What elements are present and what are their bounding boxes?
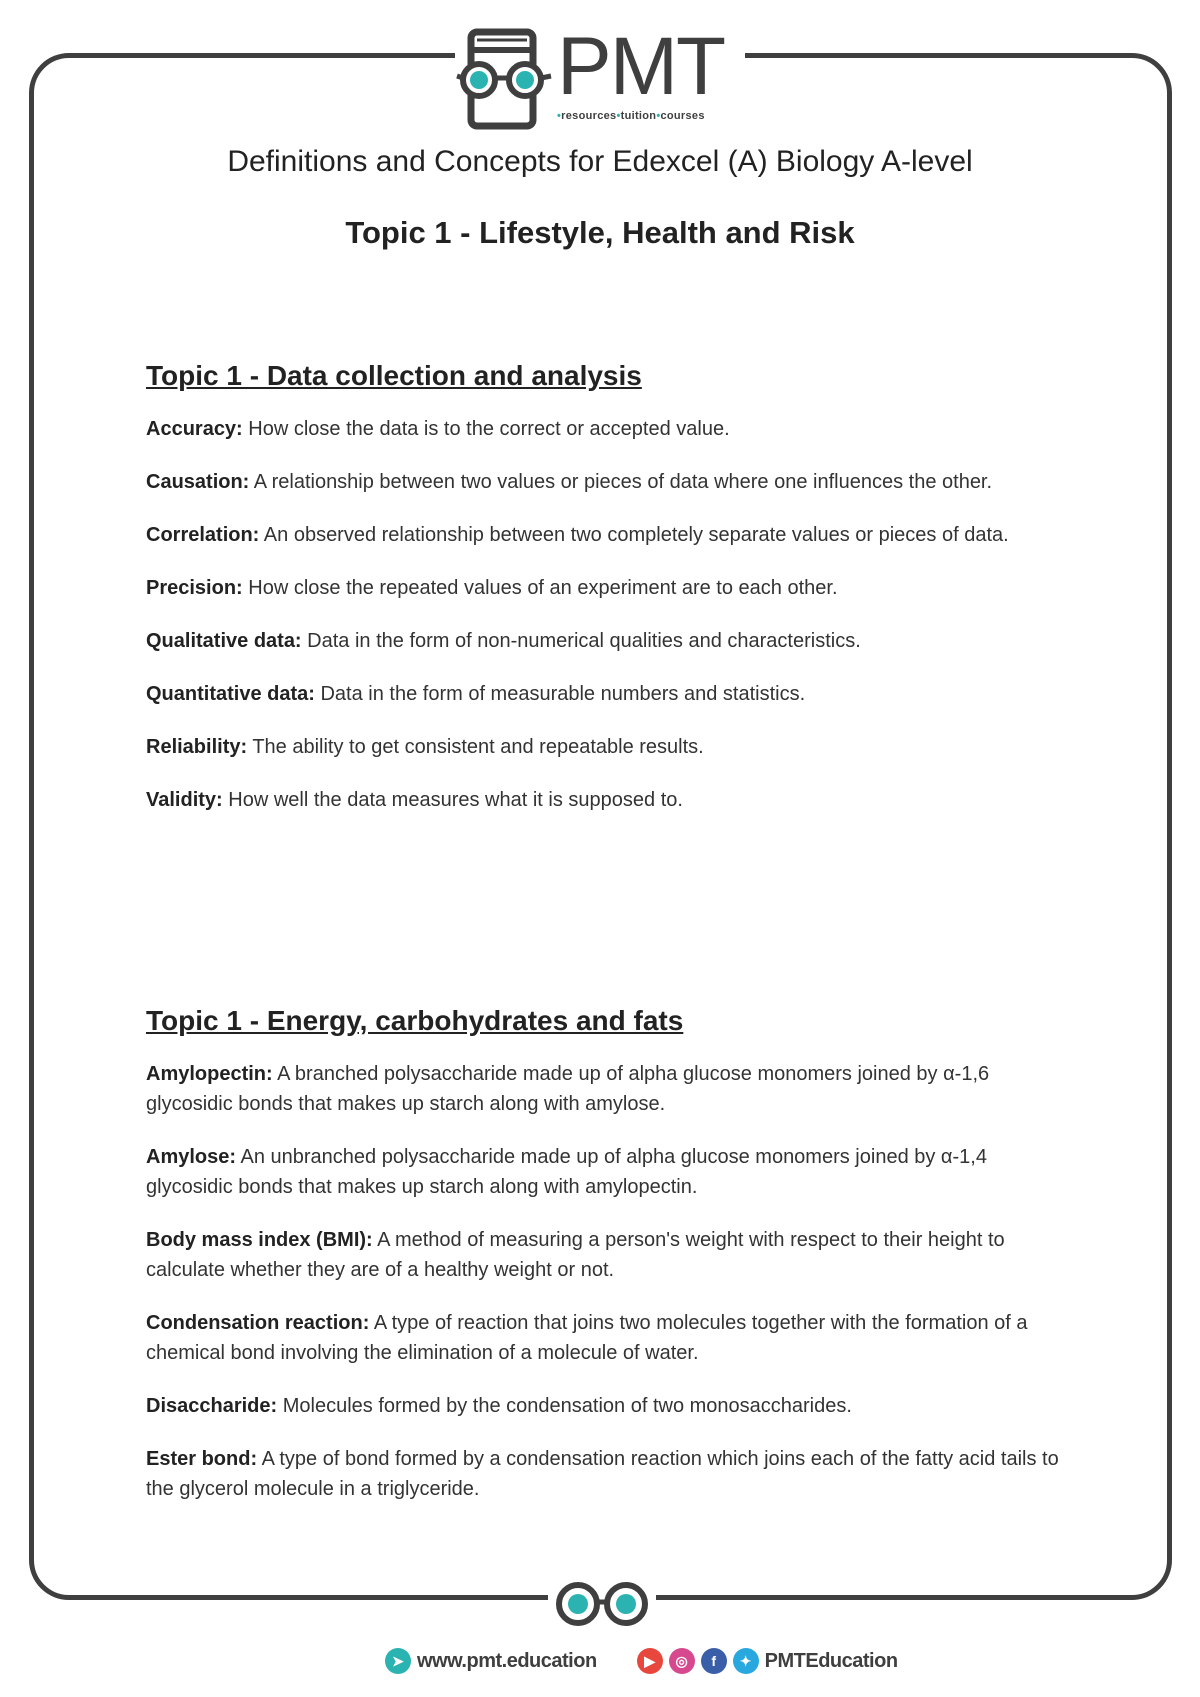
pmt-wordmark: PMT [557, 21, 725, 112]
section-energy-carbohydrates [146, 1005, 1076, 1527]
section-heading: Topic 1 - Data collection and analysis [146, 360, 642, 391]
footer [385, 1645, 898, 1677]
section-heading: Topic 1 - Energy, carbohydrates and fats [146, 1005, 684, 1036]
document-title: Definitions and Concepts for Edexcel (A) Biology A-level [227, 145, 973, 178]
term-accuracy: Accuracy: How close the data is to the correct or accepted value. [146, 418, 730, 440]
pmt-book-glasses-logo-icon [455, 24, 555, 134]
term-condensation-reaction: Condensation reaction: A type of reaction that joins two molecules together with the formation of a chemical bond involving the elimination of a molecule of water. [146, 1312, 1028, 1364]
twitter-icon[interactable]: ✦ [733, 1648, 759, 1674]
term-causation: Causation: A relationship between two values or pieces of data where one influences the other. [146, 471, 993, 493]
facebook-icon[interactable]: f [701, 1648, 727, 1674]
website-link[interactable]: www.pmt.education [417, 1649, 597, 1672]
term-amylopectin: Amylopectin: A branched polysaccharide made up of alpha glucose monomers joined by α-1,6 glycosidic bonds that makes up starch along with amylose. [146, 1063, 990, 1115]
pmt-tagline: •resources•tuition•courses [557, 110, 705, 122]
term-bmi: Body mass index (BMI): A method of measuring a person's weight with respect to their height to calculate whether they are of a healthy weight or not. [146, 1229, 1005, 1281]
youtube-icon[interactable]: ▶ [637, 1648, 663, 1674]
document-topic: Topic 1 - Lifestyle, Health and Risk [345, 215, 855, 250]
term-validity: Validity: How well the data measures what it is supposed to. [146, 789, 683, 811]
pmt-logo [455, 21, 745, 134]
term-disaccharide: Disaccharide: Molecules formed by the condensation of two monosaccharides. [146, 1395, 852, 1417]
term-correlation: Correlation: An observed relationship between two completely separate values or pieces of data. [146, 524, 1009, 546]
term-qualitative-data: Qualitative data: Data in the form of non-numerical qualities and characteristics. [146, 630, 861, 652]
social-handle: PMTEducation [764, 1649, 898, 1672]
term-amylose: Amylose: An unbranched polysaccharide made up of alpha glucose monomers joined by α-1,4 glycosidic bonds that makes up starch along with amylopectin. [146, 1146, 987, 1198]
instagram-icon[interactable]: ◎ [669, 1648, 695, 1674]
term-precision: Precision: How close the repeated values of an experiment are to each other. [146, 577, 838, 599]
term-ester-bond: Ester bond: A type of bond formed by a condensation reaction which joins each of the fatty acid tails to the glycerol molecule in a triglyceride. [146, 1448, 1059, 1500]
cursor-icon: ➤ [385, 1648, 411, 1674]
term-reliability: Reliability: The ability to get consistent and repeatable results. [146, 736, 704, 758]
section-data-collection [146, 360, 1076, 838]
glasses-icon [548, 1578, 656, 1630]
term-quantitative-data: Quantitative data: Data in the form of measurable numbers and statistics. [146, 683, 806, 705]
